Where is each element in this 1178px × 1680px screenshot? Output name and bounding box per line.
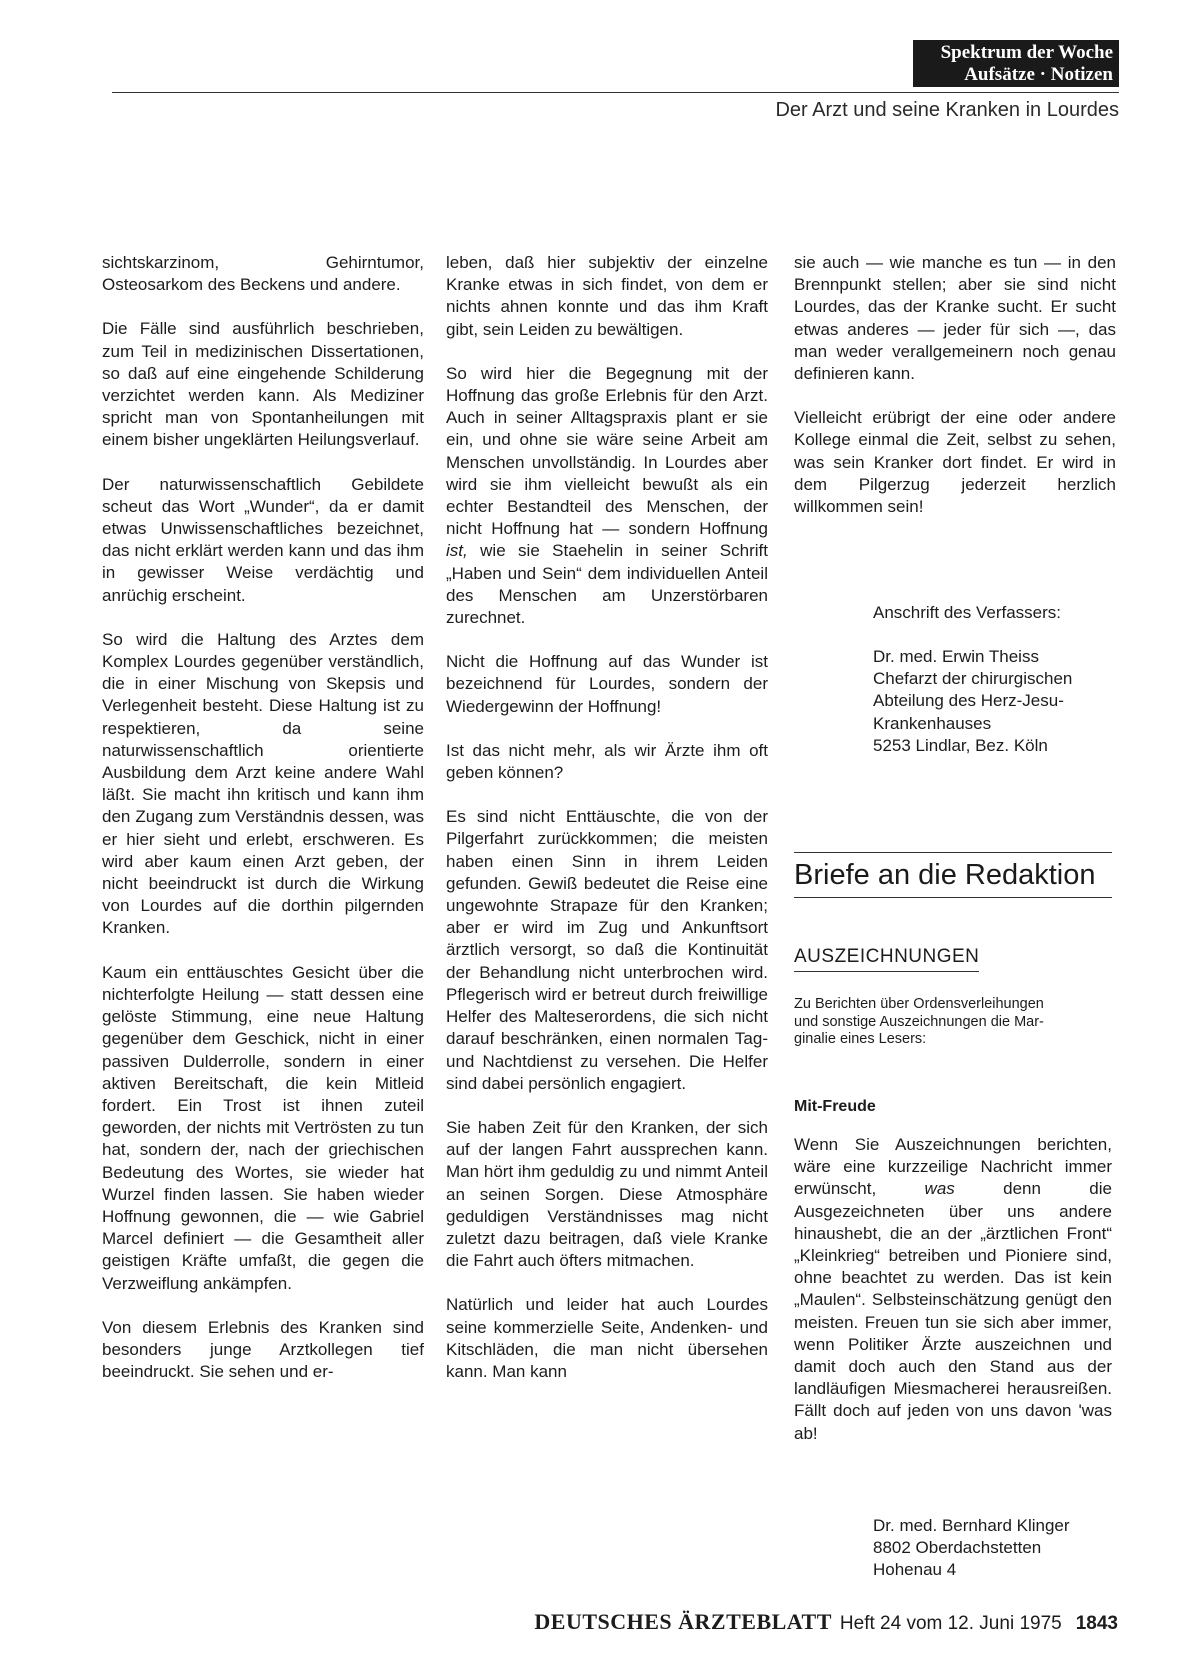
article-column-2 [446,252,768,1383]
paragraph: Der naturwissenschaftlich Gebildete scheut das Wort „Wunder“, da er damit etwas Unwissenschaftliches bezeichnet, das nicht erklärt werden kann und das ihm in gewisser Weise verdächtig und anrüchig erscheint. [102,474,424,605]
paragraph: Vielleicht erübrigt der eine oder andere Kollege einmal die Zeit, selbst zu sehen, was sein Kranker dort findet. Er wird in dem Pilgerzug jederzeit herzlich willkommen sein! [794,408,1116,517]
paragraph-text: So wird hier die Begegnung mit der Hoffnung das große Erlebnis für den Arzt. Auch in seiner Alltagspraxis plant er sie ein, und ohne sie wäre seine Arbeit am Menschen unvollständig. In Lourdes aber wird sie ihm vielleicht bewußt als ein echter Bestandteil des Menschen, der nicht Hoffnung hat — [446,363,768,539]
section-title: Briefe an die Redaktion [794,859,1096,891]
paragraph: sie auch — wie manche es tun — in den Brennpunkt stellen; aber sie sind nicht Lourdes, das der Kranke sucht. Er sucht etwas anderes — jeder für sich —, das man weder verallgemeinern noch genau definieren kann. [794,253,1116,384]
paragraph [102,252,424,296]
section-rule-top [794,852,1112,853]
letters-kicker: AUSZEICHNUNGEN [794,946,979,972]
author-address-label: Anschrift des Verfassers: [873,603,1062,622]
running-head: Der Arzt und seine Kranken in Lourdes [775,99,1119,121]
page-footer [534,1610,1118,1636]
address-line: Dr. med. Erwin Theiss [873,647,1039,666]
author-address [873,646,1072,757]
signature-line: Dr. med. Bernhard Klinger [873,1516,1070,1535]
paragraph: So wird die Haltung des Arztes dem Komplex Lourdes gegenüber verständlich, die in einer Mischung von Skepsis und Verlegenheit besteht. Diese Haltung ist zu respektieren, da seine naturwissenschaftlich orientierte Ausbildung dem Arzt keine andere Wahl läßt. Sie macht ihn kritisch und kann ihm den Zugang zum Verständnis dessen, was er hier sieht und erlebt, erschweren. Es wird aber kaum einen Arzt geben, der nicht beeindruckt ist durch die Wirkung von Lourdes auf die dorthin pilgernden Kranken. [102,629,424,938]
paragraph: Die Fälle sind ausführlich beschrieben, zum Teil in medizinischen Dissertationen, so daß auf eine eingehende Schilderung verzichtet werden kann. Als Mediziner spricht man von Spontanheilungen mit einem bisher ungeklärten Heilungsverlauf. [102,319,424,450]
letter-text: Wenn Sie Auszeichnungen berichten, wäre eine kurzzeilige Nachricht immer erwünscht, [794,1135,1112,1199]
paragraph-text: sondern Hoffnung [628,519,768,539]
paragraph: Nicht die Hoffnung auf das Wunder ist bezeichnend für Lourdes, sondern der Wiedergewinn der Hoffnung! [446,652,768,716]
badge-line-1: Spektrum der Woche [940,42,1113,63]
journal-name: DEUTSCHES ÄRZTEBLATT [534,1609,832,1634]
address-line: Krankenhauses [873,713,992,733]
signature-line: 8802 Oberdachstetten [873,1538,1042,1558]
section-badge [913,40,1119,87]
address-line: 5253 Lindlar, Bez. Köln [873,735,1048,755]
letter-body [794,1134,1112,1445]
paragraph-rest: Osteosarkom des Beckens und andere. [102,275,401,295]
section-rule-bottom [794,897,1112,898]
badge-line-2: Aufsätze · Notizen [964,64,1113,85]
intro-line: Zu Berichten über Ordensverleihungen [794,996,1044,1012]
address-line: Abteilung des Herz-Jesu- [873,691,1064,711]
paragraph: Kaum ein enttäuschtes Gesicht über die nichterfolgte Heilung — statt dessen eine gelöste Stimmung, eine neue Haltung gegenüber dem Geschick, nicht in einer passiven Dulderrolle, sondern in einer aktiven Bereitschaft, die kein Mitleid fordert. Ein Trost ist ihnen zuteil geworden, der nichts mit Vertrösten zu tun hat, sondern der, nach der griechischen Bedeutung des Wortes, sie wieder hat Wurzel finden lassen. Sie haben wieder Hoffnung gewonnen, die — wie Gabriel Marcel definiert — die Gesamtheit aller geistigen Kräfte umfaßt, die gegen die Verzweiflung ankämpfen. [102,962,424,1293]
emphasis: was [924,1179,955,1199]
paragraph: leben, daß hier subjektiv der einzelne Kranke etwas in sich findet, von dem er nichts ahnen konnte und das ihm Kraft gibt, sein Leiden zu bewältigen. [446,253,768,339]
paragraph: Ist das nicht mehr, als wir Ärzte ihm oft geben können? [446,740,768,783]
article-column-1 [102,252,424,1383]
paragraph: Natürlich und leider hat auch Lourdes seine kommerzielle Seite, Andenken- und Kitschläden, die man nicht übersehen kann. Man kann [446,1295,768,1381]
paragraph: Es sind nicht Enttäuschte, die von der Pilgerfahrt zurückkommen; die meisten haben einen Sinn in ihrem Leiden gefunden. Gewiß bedeutet die Reise eine ungewohnte Strapaze für den Kranken; aber er wird im Zug und Ankunftsort ärztlich versorgt, so daß die Kontinuität der Behandlung nicht unterbrochen wird. Pflegerisch wird er betreut durch freiwillige Helfer des Malteserordens, die sich nicht darauf beschränken, einen normalen Tag- und Nachtdienst zu versehen. Die Helfer sind dabei persönlich engagiert. [446,807,768,1093]
paragraph-text: wie sie Staehelin in seiner Schrift „Haben und Sein“ dem individuellen Anteil des Menschen am Unzerstörbaren zurechnet. [446,541,768,628]
letter-signature [873,1515,1070,1582]
page-number: 1843 [1075,1613,1118,1634]
signature-line: Hohenau 4 [873,1560,957,1580]
issue-info: Heft 24 vom 12. Juni 1975 [839,1613,1062,1634]
letters-intro [794,996,1112,1049]
letter-text: denn die Ausgezeichneten über uns andere hinaushebt, die an der „ärztlichen Front“ „Kleinkrieg“ betreiben und Pioniere sind, ohne beachtet zu werden. Das ist kein „Maulen“. Selbsteinschätzung genügt den meisten. Freuen tun sie sich aber immer, wenn Politiker Ärzte auszeichnen und damit doch auch den Stand aus der landläufigen Miesmacherei herausreißen. Fällt doch auf jeden von uns davon 'was ab! [794,1179,1112,1443]
paragraph: Von diesem Erlebnis des Kranken sind besonders junge Arztkollegen tief beeindruckt. Sie sehen und er- [102,1317,424,1382]
paragraph-first-line: sichtskarzinom, Gehirntumor, [102,253,424,272]
address-line: Chefarzt der chirurgischen [873,669,1073,689]
paragraph [446,363,768,629]
header-rule [112,92,1119,93]
intro-line: ginalie eines Lesers: [794,1031,927,1047]
letter-title: Mit-Freude [794,1098,876,1115]
intro-line: und sonstige Auszeichnungen die Mar- [794,1013,1044,1030]
emphasis: ist, [446,541,468,561]
article-column-3 [794,252,1116,518]
paragraph: Sie haben Zeit für den Kranken, der sich auf der langen Fahrt aussprechen kann. Man hört ihm geduldig zu und nimmt Anteil an seinen Sorgen. Diese Atmosphäre geduldigen Verständnisses mag nicht zuletzt dazu beitragen, daß viele Kranke die Fahrt auch öfters mitmachen. [446,1117,768,1271]
